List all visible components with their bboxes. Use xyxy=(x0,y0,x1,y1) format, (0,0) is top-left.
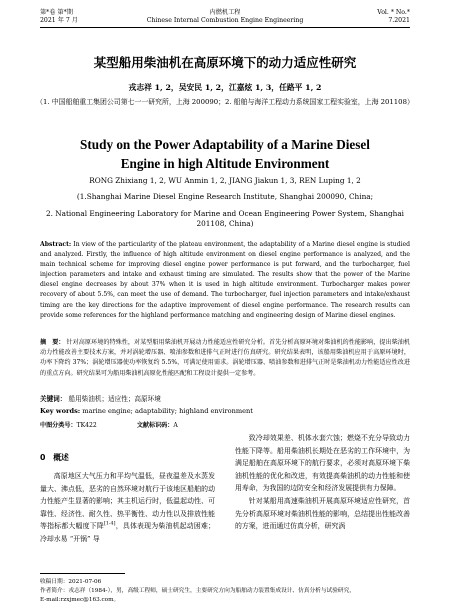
authors-cn: 戎志祥 1, 2，吴安民 1, 2，江嘉炫 1, 3，任路平 1, 2 xyxy=(128,83,322,92)
journal-name-en: Chinese Internal Combustion Engine Engineering xyxy=(146,17,304,24)
section-heading: 0 概述 xyxy=(40,453,69,462)
authors-en: RONG Zhixiang 1, 2, WU Anmin 1, 2, JIANG Jiakun 1, 3, REN Luping 1, 2 xyxy=(89,176,361,185)
keywords-en-text: marine engine; adaptability; highland environment xyxy=(82,407,253,415)
clc-label: 中图分类号： xyxy=(40,422,77,429)
paper-title-en-line1: Study on the Power Adaptability of a Marine Diesel xyxy=(80,137,370,152)
keywords-cn-text: 船用柴油机；适应性；高原环境 xyxy=(68,395,161,403)
footnote-author: 作者简介：戎志祥（1984-），男，高级工程师，硕士研究生，主要研究方向为船舶动力装置集成设计、仿真分析与试验研究， xyxy=(40,588,355,594)
abstract-en xyxy=(40,240,410,321)
keywords-cn-label: 关键词： xyxy=(40,395,67,403)
keywords-en xyxy=(40,407,410,415)
body-paragraph-left xyxy=(40,470,215,546)
date-en: 7.2021 xyxy=(388,17,410,24)
abstract-cn-text: 针对高原环境的特殊性，对某型船用柴油机开展动力性能适应性研究分析。首先分析高原环境对柴油机的性能影响，提出柴油机动力性能改善主要技术方案，并对涡轮增压器、喷油参数和进排气正时进行仿真研究。研究结果表明，该船用柴油机应用于高原环境时，功率下降约 37%；涡轮增压器使功率恢复约 5.5%，可满足使用需求。涡轮增压器、喷油参数和进排气正时是柴油机动力性能适应性改进的重点方向。研究结果可为船用柴油机高原化性能匹配和工程设计提供一定参考。 xyxy=(40,339,411,377)
footnote-rule xyxy=(40,573,125,574)
affiliation-cn: （1. 中国船舶重工集团公司第七一一研究所，上海 200090；2. 船舶与海洋工程动力系统国家工程实验室，上海 201108） xyxy=(36,98,414,106)
footnote-email: E-mail:rzxjmec@163.com。 xyxy=(40,597,120,603)
citation-ref: [1-4] xyxy=(103,522,116,528)
body-left-text: 高原地区大气压力和平均气温低，昼夜温差及水蒸发量大、沸点低，恶劣的自然环境对航行于该地区船舶的动力性能产生显著的影响；其主机运行时，低温起动性、可靠性、经济性、耐久性、热平衡性、动力性以及排放性能等指标都大幅度下降 xyxy=(40,472,215,531)
doc-code-label: 文献标识码： xyxy=(136,422,174,429)
body-paragraph-right-1: 致冷却效果差、机体水套穴蚀；燃烧不充分导致动力性能下降等。船用柴油机长期处在恶劣的工作环境中，为满足船舶在高原环境下的航行要求，必须对高原环境下柴油机性能的优化和改进，有效提高柴油机的动力性能和使用寿命，为我国的边防安全和经济发展提供有力保障。 xyxy=(235,434,410,493)
publication-date: 2021 年 7 月 xyxy=(40,17,78,24)
keywords-cn xyxy=(40,393,410,403)
doc-code-value: A xyxy=(173,422,178,429)
body-paragraph-right-2: 针对某船用高速柴油机开展高原环境适应性研究，首先分析高原环境对柴油机性能的影响，总结提出性能改善的方案，进而通过仿真分析，研究涡 xyxy=(235,496,410,531)
volume-number-en: Vol. * No.* xyxy=(377,9,410,16)
footnote-received: 收稿日期：2021-07-06 xyxy=(40,579,102,585)
volume-issue: 第*卷 第*期 xyxy=(40,9,73,16)
paper-title-en-line2: Engine in high Altitude Environment xyxy=(120,156,330,171)
paper-title-en xyxy=(0,135,450,173)
body-left-tail: ，具体表现为柴油机起动困难；冷却水易 “开锅” 导 xyxy=(40,522,216,543)
abstract-en-label: Abstract: xyxy=(40,241,72,248)
journal-name-cn: 内燃机工程 xyxy=(209,9,241,16)
abstract-cn xyxy=(40,338,410,379)
journal-volume-en xyxy=(377,9,410,25)
classification-line xyxy=(40,420,410,429)
keywords-en-label: Key words: xyxy=(40,407,81,415)
paper-title-cn: 某型船用柴油机在高原环境下的动力适应性研究 xyxy=(93,55,357,70)
affiliation-en-2: 2. National Engineering Laboratory for Marine and Ocean Engineering Power System, Shanghai 201108, China) xyxy=(45,209,405,228)
body-column-right xyxy=(235,432,410,533)
affiliation-en-1: (1.Shanghai Marine Diesel Engine Research Institute, Shanghai 200090, China; xyxy=(76,192,374,201)
header-rule xyxy=(40,27,410,28)
clc-value: TK422 xyxy=(76,422,97,429)
abstract-cn-label: 摘 要： xyxy=(40,339,65,346)
abstract-en-text: In view of the particularity of the plateau environment, the adaptability of a Marine diesel engine is studied and analyzed. Firstly, the influence of high altitude environment on diesel engine performance is analyzed, and the main technical scheme for improving diesel engine power performance is put forward, and the turbocharger, fuel injection parameters and intake and exhaust timing are simulated. The results show that the power of the Marine diesel engine decreases by about 37% when it is used in high altitude environment. Turbocharger makes power recovery of about 5.5%, can meet the use of demand. The turbocharger, fuel injection parameters and intake/exhaust timing are the key directions for the adaptive improvement of diesel engine performance. The research results can provide some references for the highland performance matching and engineering design of Marine diesel engines. xyxy=(40,241,410,319)
